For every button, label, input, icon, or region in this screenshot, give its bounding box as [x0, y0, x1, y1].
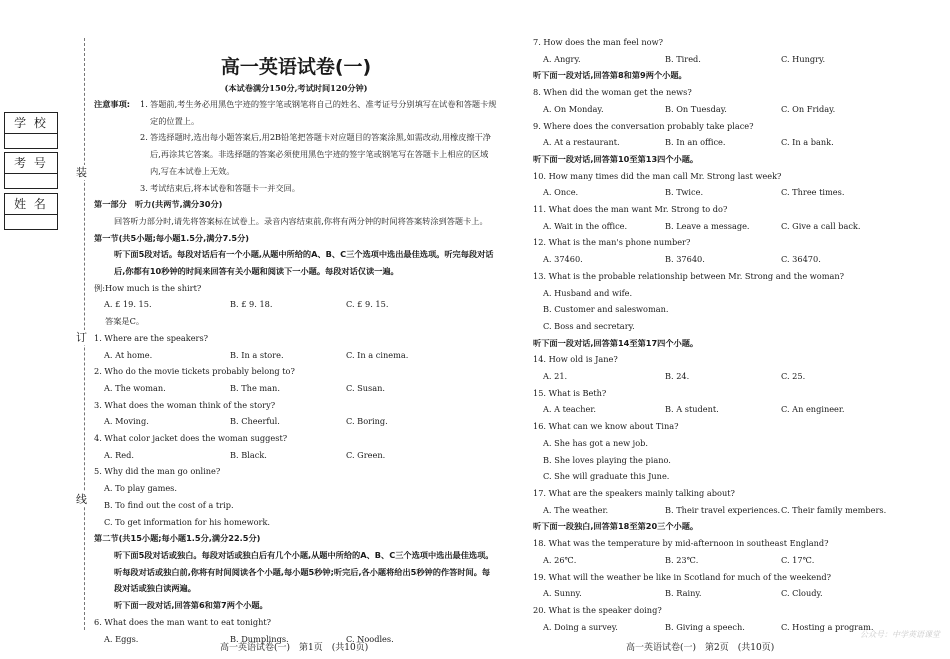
binding-char-ding: 订: [76, 331, 87, 344]
section2-heading: 第二节(共15小题;每小题1.5分,满分22.5分): [94, 533, 261, 544]
question-20: 20. What is the speaker doing? A. Doing a survey. B. Giving a speech. C. Hosting a program.: [533, 604, 874, 632]
question-17: 17. What are the speakers mainly talking about? A. The weather. B. Their travel experiences. C. Their family members.: [533, 487, 887, 515]
name-field[interactable]: [4, 193, 58, 230]
page-2-footer: 高一英语试卷(一) 第2页 (共10页): [626, 643, 775, 653]
note-item: 1. 答题前,考生务必用黑色字迹的签字笔或钢笔将自己的姓名、准考证号分别填写在试卷和答题卡规定的位置上。: [140, 99, 497, 126]
question-10: 10. How many times did the man call Mr. Strong last week? A. Once. B. Twice. C. Three times.: [533, 170, 845, 198]
binding-char-xian: 线: [76, 493, 87, 506]
school-label: 学 校: [5, 116, 57, 134]
section1-heading: 第一节(共5小题;每小题1.5分,满分7.5分): [94, 232, 250, 243]
page-title: 高一英语试卷(一): [220, 56, 372, 78]
example-answer: 答案是C。: [105, 316, 145, 327]
group-instruction: 听下面一段对话,回答第14至第17四个小题。: [533, 337, 699, 348]
question-4: 4. What color jacket does the woman suggest? A. Red. B. Black. C. Green.: [94, 433, 386, 460]
exam-info: (本试卷满分150分,考试时间120分钟): [224, 83, 368, 93]
page-1-footer: 高一英语试卷(一) 第1页 (共10页): [220, 643, 369, 653]
group-instruction: 听下面一段对话,回答第6和第7两个小题。: [114, 600, 268, 611]
part1-heading: 第一部分 听力(共两节,满分30分): [94, 199, 223, 210]
watermark: 公众号：中学英语课堂: [860, 630, 940, 639]
exam-notes: [94, 96, 498, 196]
example-options: A. £ 19. 15. B. £ 9. 18. C. £ 9. 15.: [104, 299, 389, 310]
question-11: 11. What does the man want Mr. Strong to do? A. Wait in the office. B. Leave a message. C. Give a call back.: [533, 204, 861, 231]
binding-margin: [0, 0, 90, 659]
question-7: 7. How does the man feel now? A. Angry. B. Tired. C. Hungry.: [533, 37, 826, 64]
note-item: 3. 考试结束后,将本试卷和答题卡一并交回。: [140, 182, 300, 193]
question-13: 13. What is the probable relationship between Mr. Strong and the woman? A. Husband and wife. B. Customer and saleswoman. C. Boss and secretary.: [533, 270, 845, 331]
binding-char-zhuang: 装: [76, 166, 87, 179]
note-item: 2. 答选择题时,选出每小题答案后,用2B铅笔把答题卡对应题目的答案涂黑,如需改动,用橡皮擦干净后,再涂其它答案。非选择题的答案必须使用黑色字迹的签字笔或钢笔写在答题卡上相应的区域内,写在本试卷上无效。: [140, 132, 491, 176]
exam-number-field[interactable]: [4, 152, 58, 189]
group-instruction: 听下面一段独白,回答第18至第20三个小题。: [533, 521, 699, 532]
question-5: 5. Why did the man go online? A. To play games. B. To find out the cost of a trip. C. To get information for his homework.: [94, 466, 271, 527]
question-19: 19. What will the weather be like in Scotland for much of the weekend? A. Sunny. B. Rainy. C. Cloudy.: [533, 571, 832, 599]
question-15: 15. What is Beth? A. A teacher. B. A student. C. An engineer.: [533, 387, 845, 415]
example-question: 例:How much is the shirt?: [94, 282, 202, 293]
page-2-column: [533, 34, 933, 635]
exam-number-label: 考 号: [5, 156, 57, 174]
question-16: 16. What can we know about Tina? A. She has got a new job. B. She loves playing the piano. C. She will graduate this June.: [533, 421, 679, 482]
group-instruction: 听下面一段对话,回答第8和第9两个小题。: [533, 70, 687, 81]
name-label: 姓 名: [5, 197, 57, 215]
question-6: 6. What does the man want to eat tonight? A. Eggs. B. Dumplings. C. Noodles.: [94, 616, 394, 644]
question-8: 8. When did the woman get the news? A. On Monday. B. On Tuesday. C. On Friday.: [533, 87, 836, 114]
section2-instruction: 听下面5段对话或独白。每段对话或独白后有几个小题,从题中所给的A、B、C三个选项中选出最佳选项。听每段对话或独白前,你将有时间阅读各个小题,每小题5秒钟;听完后,各小题将给出5秒钟的作答时间。每段对话或独白读两遍。: [114, 549, 494, 594]
section1-instruction: 听下面5段对话。每段对话后有一个小题,从题中所给的A、B、C三个选项中选出最佳选项。听完每段对话后,你都有10秒钟的时间来回答有关小题和阅读下一小题。每段对话仅读一遍。: [114, 249, 494, 277]
question-14: 14. How old is Jane? A. 21. B. 24. C. 25.: [533, 354, 806, 382]
question-9: 9. Where does the conversation probably take place? A. At a restaurant. B. In an office. C. In a bank.: [533, 120, 834, 148]
question-2: 2. Who do the movie tickets probably belong to? A. The woman. B. The man. C. Susan.: [94, 366, 386, 393]
school-field[interactable]: [4, 112, 58, 149]
question-1: 1. Where are the speakers? A. At home. B. In a store. C. In a cinema.: [94, 332, 409, 360]
notes-heading: 注意事项:: [94, 99, 131, 109]
question-3: 3. What does the woman think of the story? A. Moving. B. Cheerful. C. Boring.: [94, 399, 388, 427]
page-1-column: [94, 32, 498, 647]
question-12: 12. What is the man's phone number? A. 37460. B. 37640. C. 36470.: [533, 237, 821, 265]
question-18: 18. What was the temperature by mid-afternoon in southeast England? A. 26℃. B. 23℃. C. 17℃.: [533, 538, 829, 565]
group-instruction: 听下面一段对话,回答第10至第13四个小题。: [533, 153, 699, 164]
part1-intro: 回答听力部分时,请先将答案标在试卷上。录音内容结束前,你将有两分钟的时间将答案转涂到答题卡上。: [114, 215, 488, 226]
